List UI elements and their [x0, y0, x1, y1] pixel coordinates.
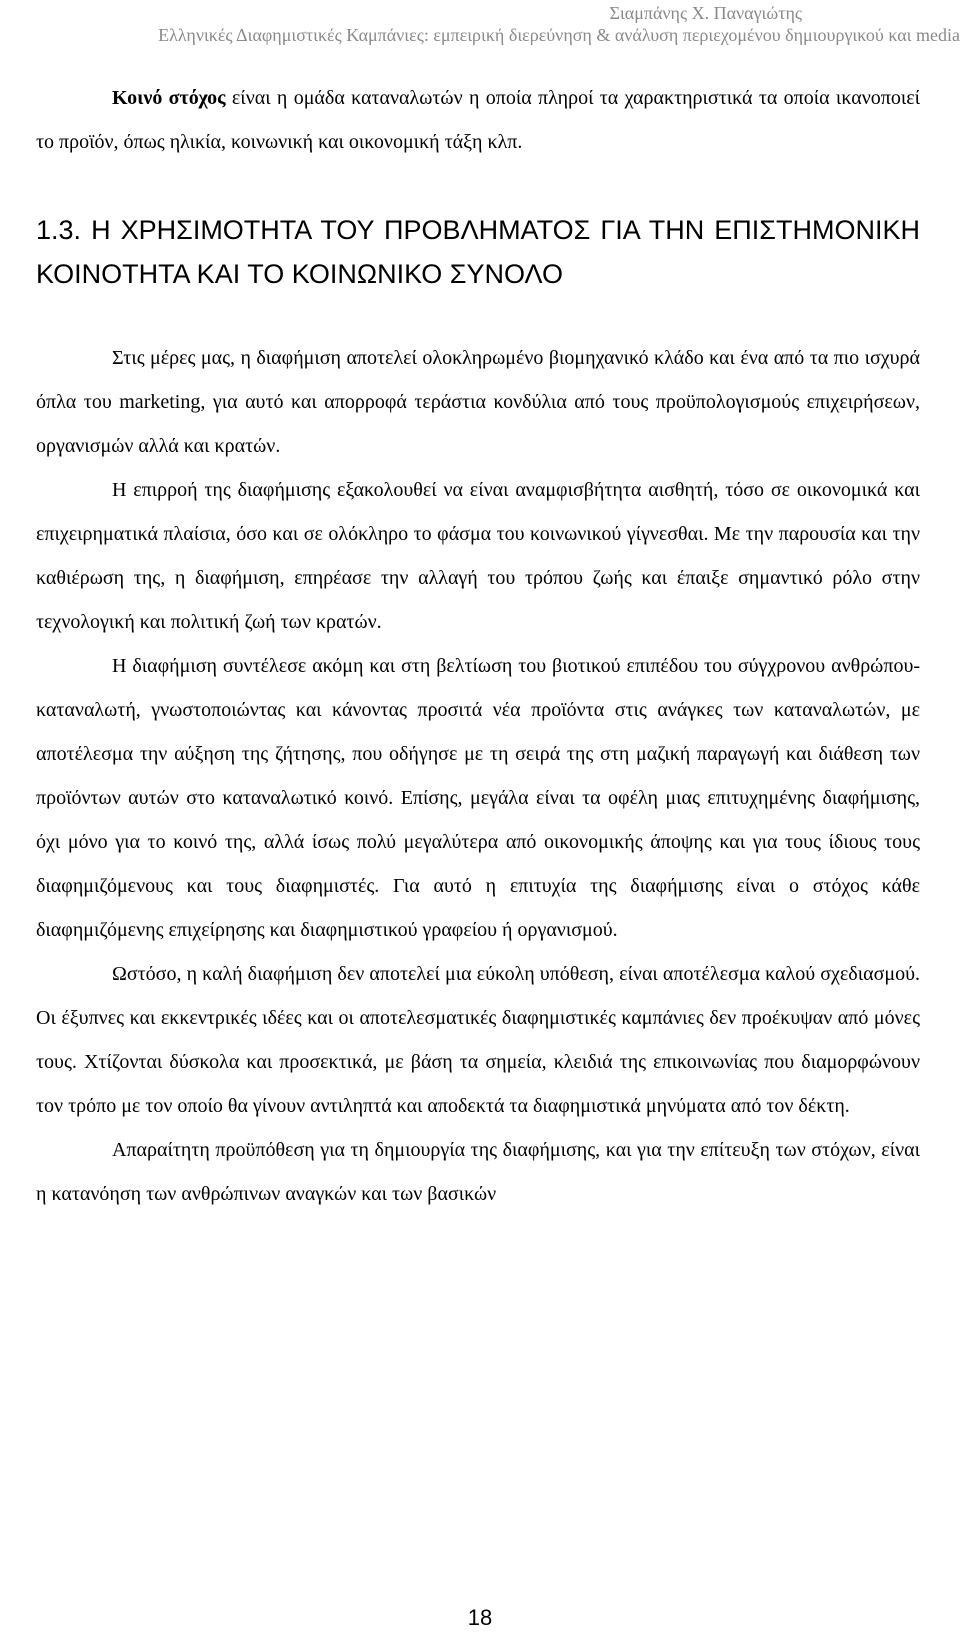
page-number: 18 — [467, 1605, 493, 1630]
term-bold: Κοινό στόχος — [112, 87, 226, 109]
paragraph-3: Η διαφήμιση συντέλεσε ακόμη και στη βελτίωση του βιοτικού επιπέδου του σύγχρονου ανθρώπου-καταναλωτή, γνωστοποιώντας και κάνοντας προσιτά νέα προϊόντα στις ανάγκες των καταναλωτών, με αποτέλεσμα την αύξηση της ζήτησης, που οδήγησε με τη σειρά της στη μαζική παραγωγή και διάθεση των προϊόντων αυτών στο καταναλωτικό κοινό. Επίσης, μεγάλα είναι τα οφέλη μιας επιτυχημένης διαφήμισης, όχι μόνο για το κοινό της, αλλά ίσως πολύ μεγαλύτερα από οικονομικής άποψης και για τους ίδιους τους διαφημιζόμενους και τους διαφημιστές. Για αυτό η επιτυχία της διαφήμισης είναι ο στόχος κάθε διαφημιζόμενης επιχείρησης και διαφημιστικού γραφείου ή οργανισμού. — [36, 655, 920, 941]
page-body — [36, 76, 920, 1216]
running-header — [0, 2, 960, 46]
paragraph-4: Ωστόσο, η καλή διαφήμιση δεν αποτελεί μια εύκολη υπόθεση, είναι αποτέλεσμα καλού σχεδιασμού. Οι έξυπνες και εκκεντρικές ιδέες και οι αποτελεσματικές διαφημιστικές καμπάνιες δεν προέκυψαν από μόνες τους. Χτίζονται δύσκολα και προσεκτικά, με βάση τα σημεία, κλειδιά της επικοινωνίας που διαμορφώνουν τον τρόπο με τον οποίο θα γίνουν αντιληπτά και αποδεκτά τα διαφημιστικά μηνύματα από τον δέκτη. — [36, 963, 920, 1117]
paragraph-1: Στις μέρες μας, η διαφήμιση αποτελεί ολοκληρωμένο βιομηχανικό κλάδο και ένα από τα πιο ισχυρά όπλα του marketing, για αυτό και απορροφά τεράστια κονδύλια από τους προϋπολογισμούς επιχειρήσεων, οργανισμών αλλά και κρατών. — [36, 347, 920, 457]
header-author: Σιαμπάνης Χ. Παναγιώτης — [609, 3, 802, 23]
header-title: Ελληνικές Διαφημιστικές Καμπάνιες: εμπειρική διερεύνηση & ανάλυση περιεχομένου δημιουργικού και media — [158, 25, 960, 45]
section-heading: 1.3. Η ΧΡΗΣΙΜΟΤΗΤΑ ΤΟΥ ΠΡΟΒΛΗΜΑΤΟΣ ΓΙΑ ΤΗΝ ΕΠΙΣΤΗΜΟΝΙΚΗ ΚΟΙΝΟΤΗΤΑ ΚΑΙ ΤΟ ΚΟΙΝΩΝΙΚΟ ΣΥΝΟΛΟ — [36, 215, 920, 289]
paragraph-text: είναι η ομάδα καταναλωτών η οποία πληροί τα χαρακτηριστικά τα οποία ικανοποιεί το προϊόν, όπως ηλικία, κοινωνική και οικονομική τάξη κλπ. — [36, 87, 920, 153]
paragraph-target-audience — [36, 76, 920, 164]
paragraph-2: Η επιρροή της διαφήμισης εξακολουθεί να είναι αναμφισβήτητα αισθητή, τόσο σε οικονομικά και επιχειρηματικά πλαίσια, όσο και σε ολόκληρο το φάσμα του κοινωνικού γίγνεσθαι. Με την παρουσία και την καθιέρωση της, η διαφήμιση, επηρέασε την αλλαγή του τρόπου ζωής και έπαιξε σημαντικό ρόλο στην τεχνολογική και πολιτική ζωή των κρατών. — [36, 479, 920, 633]
paragraph-5: Απαραίτητη προϋπόθεση για τη δημιουργία της διαφήμισης, και για την επίτευξη των στόχων, είναι η κατανόηση των ανθρώπινων αναγκών και των βασικών — [36, 1139, 920, 1205]
